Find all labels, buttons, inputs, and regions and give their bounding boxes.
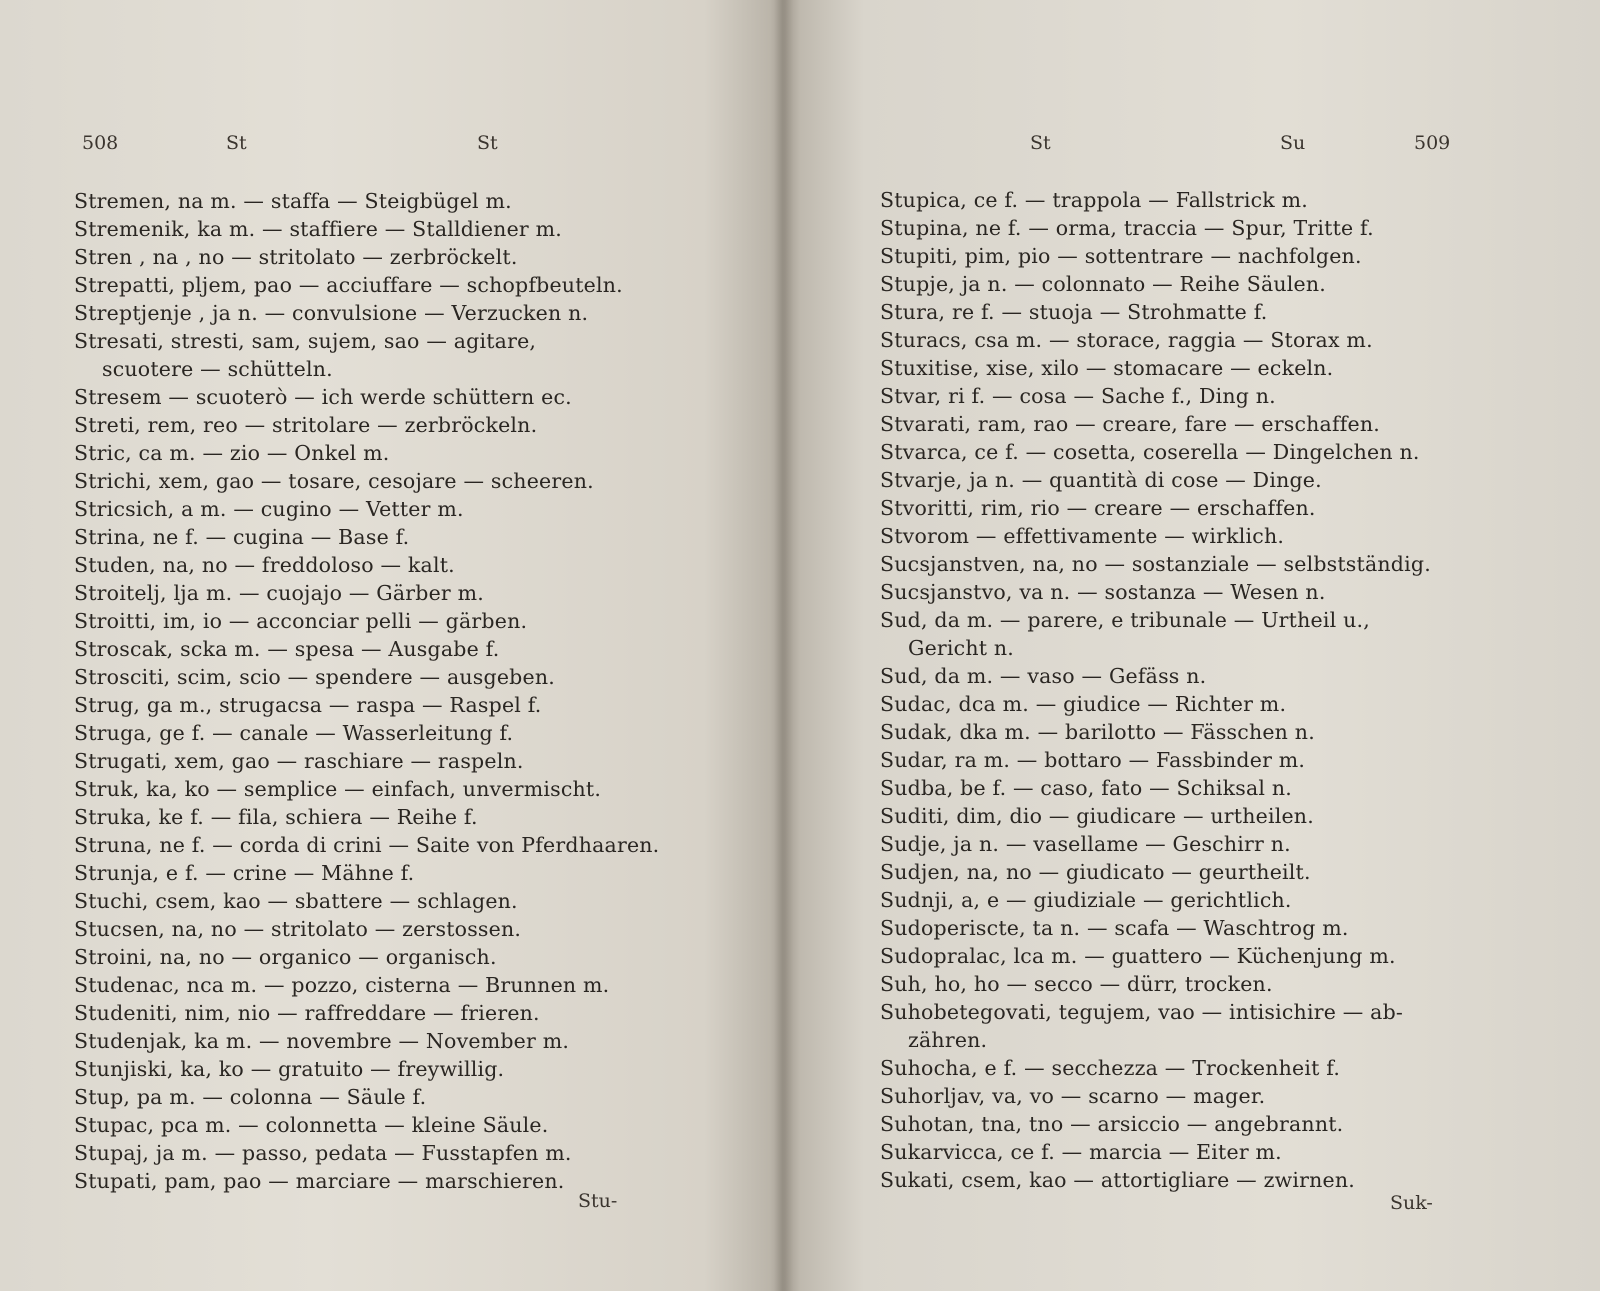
entry-line: Suh, ho, ho — secco — dürr, trocken. xyxy=(880,972,1273,996)
entry-line: Struna, ne f. — corda di crini — Saite von Pferdhaaren. xyxy=(74,833,660,857)
entry-line: Stvoritti, rim, rio — creare — erschaffen. xyxy=(880,496,1316,520)
entry-line: Stroini, na, no — organico — organisch. xyxy=(74,945,497,969)
right-page xyxy=(785,0,1600,1291)
entry-line: Sudba, be f. — caso, fato — Schiksal n. xyxy=(880,776,1292,800)
entry-line: Stupac, pca m. — colonnetta — kleine Säule. xyxy=(74,1113,549,1137)
entry-line: Stupati, pam, pao — marciare — marschieren. xyxy=(74,1169,565,1193)
entry-line: Sudoperiscte, ta n. — scafa — Waschtrog m. xyxy=(880,916,1349,940)
entry-line: Stvarca, ce f. — cosetta, coserella — Dingelchen n. xyxy=(880,440,1420,464)
entry-line: Stresem — scuoterò — ich werde schüttern ec. xyxy=(74,385,572,409)
entry-line: Studeniti, nim, nio — raffreddare — frieren. xyxy=(74,1001,540,1025)
catchword: Suk- xyxy=(1390,1192,1433,1214)
entry-line: Stroitti, im, io — acconciar pelli — gärben. xyxy=(74,609,528,633)
entry-line: Sudak, dka m. — barilotto — Fässchen n. xyxy=(880,720,1315,744)
entry-line: Sud, da m. — parere, e tribunale — Urtheil u., xyxy=(880,608,1370,632)
entry-line: Strepatti, pljem, pao — acciuffare — schopfbeuteln. xyxy=(74,273,623,297)
running-header: Su xyxy=(1280,132,1306,154)
entry-line: Stupiti, pim, pio — sottentrare — nachfolgen. xyxy=(880,244,1362,268)
entry-line: Stresati, stresti, sam, sujem, sao — agitare, xyxy=(74,329,537,353)
entry-line: Strunja, e f. — crine — Mähne f. xyxy=(74,861,415,885)
entry-line: Stvorom — effettivamente — wirklich. xyxy=(880,524,1285,548)
entry-line: Sudac, dca m. — giudice — Richter m. xyxy=(880,692,1287,716)
entry-line: Stren , na , no — stritolato — zerbröckelt. xyxy=(74,245,518,269)
entry-line: Sudnji, a, e — giudiziale — gerichtlich. xyxy=(880,888,1292,912)
entry-line: Stric, ca m. — zio — Onkel m. xyxy=(74,441,390,465)
running-header: St xyxy=(1030,132,1051,154)
entry-line: Studenjak, ka m. — novembre — November m. xyxy=(74,1029,570,1053)
entry-line: Stvar, ri f. — cosa — Sache f., Ding n. xyxy=(880,384,1276,408)
entry-line: Sukati, csem, kao — attortigliare — zwirnen. xyxy=(880,1168,1355,1192)
dictionary-entries xyxy=(880,186,1431,1194)
entry-line: Sudje, ja n. — vasellame — Geschirr n. xyxy=(880,832,1291,856)
entry-line: Struk, ka, ko — semplice — einfach, unvermischt. xyxy=(74,777,602,801)
entry-line: Stremen, na m. — staffa — Steigbügel m. xyxy=(74,189,512,213)
entry-line: Stuxitise, xise, xilo — stomacare — eckeln. xyxy=(880,356,1334,380)
entry-line: Suhocha, e f. — secchezza — Trockenheit f. xyxy=(880,1056,1341,1080)
entry-line: Suhobetegovati, tegujem, vao — intisichire — ab- xyxy=(880,1000,1404,1024)
entry-line: Sudopralac, lca m. — guattero — Küchenjung m. xyxy=(880,944,1396,968)
entry-line: Struga, ge f. — canale — Wasserleitung f. xyxy=(74,721,514,745)
left-page xyxy=(0,0,785,1291)
entry-line: Stupica, ce f. — trappola — Fallstrick m. xyxy=(880,188,1308,212)
entry-line: Strugati, xem, gao — raschiare — raspeln. xyxy=(74,749,524,773)
entry-line: Stuchi, csem, kao — sbattere — schlagen. xyxy=(74,889,518,913)
entry-line: Strug, ga m., strugacsa — raspa — Raspel f. xyxy=(74,693,542,717)
running-header: St xyxy=(226,132,247,154)
entry-line: Suhorljav, va, vo — scarno — mager. xyxy=(880,1084,1266,1108)
entry-line: Stvarati, ram, rao — creare, fare — erschaffen. xyxy=(880,412,1380,436)
entry-line: Suhotan, tna, tno — arsiccio — angebrannt. xyxy=(880,1112,1344,1136)
entry-line: Strosciti, scim, scio — spendere — ausgeben. xyxy=(74,665,555,689)
entry-line: Sukarvicca, ce f. — marcia — Eiter m. xyxy=(880,1140,1282,1164)
entry-line: Studenac, nca m. — pozzo, cisterna — Brunnen m. xyxy=(74,973,610,997)
entry-line: Streptjenje , ja n. — convulsione — Verzucken n. xyxy=(74,301,589,325)
entry-line: Suditi, dim, dio — giudicare — urtheilen. xyxy=(880,804,1314,828)
entry-line: Studen, na, no — freddoloso — kalt. xyxy=(74,553,455,577)
page-number: 508 xyxy=(82,132,119,154)
entry-line: Sud, da m. — vaso — Gefäss n. xyxy=(880,664,1207,688)
entry-line: Sturacs, csa m. — storace, raggia — Storax m. xyxy=(880,328,1373,352)
entry-line: Stricsich, a m. — cugino — Vetter m. xyxy=(74,497,464,521)
entry-line: Sudar, ra m. — bottaro — Fassbinder m. xyxy=(880,748,1306,772)
entry-line: Stupina, ne f. — orma, traccia — Spur, Tritte f. xyxy=(880,216,1374,240)
entry-line: Stupaj, ja m. — passo, pedata — Fusstapfen m. xyxy=(74,1141,572,1165)
running-header: St xyxy=(477,132,498,154)
entry-line: Stura, re f. — stuoja — Strohmatte f. xyxy=(880,300,1268,324)
entry-continuation: Gericht n. xyxy=(908,636,1015,660)
entry-line: Stremenik, ka m. — staffiere — Stalldiener m. xyxy=(74,217,562,241)
entry-line: Sudjen, na, no — giudicato — geurtheilt. xyxy=(880,860,1311,884)
entry-line: Stvarje, ja n. — quantità di cose — Dinge. xyxy=(880,468,1322,492)
entry-line: Stupje, ja n. — colonnato — Reihe Säulen. xyxy=(880,272,1326,296)
entry-line: Stunjiski, ka, ko — gratuito — freywillig. xyxy=(74,1057,505,1081)
entry-line: Strichi, xem, gao — tosare, cesojare — scheeren. xyxy=(74,469,594,493)
dictionary-entries xyxy=(74,187,659,1195)
entry-line: Stucsen, na, no — stritolato — zerstossen. xyxy=(74,917,522,941)
entry-line: Stroitelj, lja m. — cuojajo — Gärber m. xyxy=(74,581,484,605)
catchword: Stu- xyxy=(578,1190,618,1212)
entry-line: Sucsjanstvo, va n. — sostanza — Wesen n. xyxy=(880,580,1326,604)
entry-line: Sucsjanstven, na, no — sostanziale — selbstständig. xyxy=(880,552,1431,576)
entry-line: Streti, rem, reo — stritolare — zerbröckeln. xyxy=(74,413,538,437)
entry-continuation: zähren. xyxy=(908,1028,988,1052)
page-number: 509 xyxy=(1414,132,1451,154)
entry-line: Stroscak, scka m. — spesa — Ausgabe f. xyxy=(74,637,500,661)
entry-line: Stup, pa m. — colonna — Säule f. xyxy=(74,1085,427,1109)
entry-line: Struka, ke f. — fila, schiera — Reihe f. xyxy=(74,805,478,829)
entry-line: Strina, ne f. — cugina — Base f. xyxy=(74,525,410,549)
entry-continuation: scuotere — schütteln. xyxy=(102,357,333,381)
